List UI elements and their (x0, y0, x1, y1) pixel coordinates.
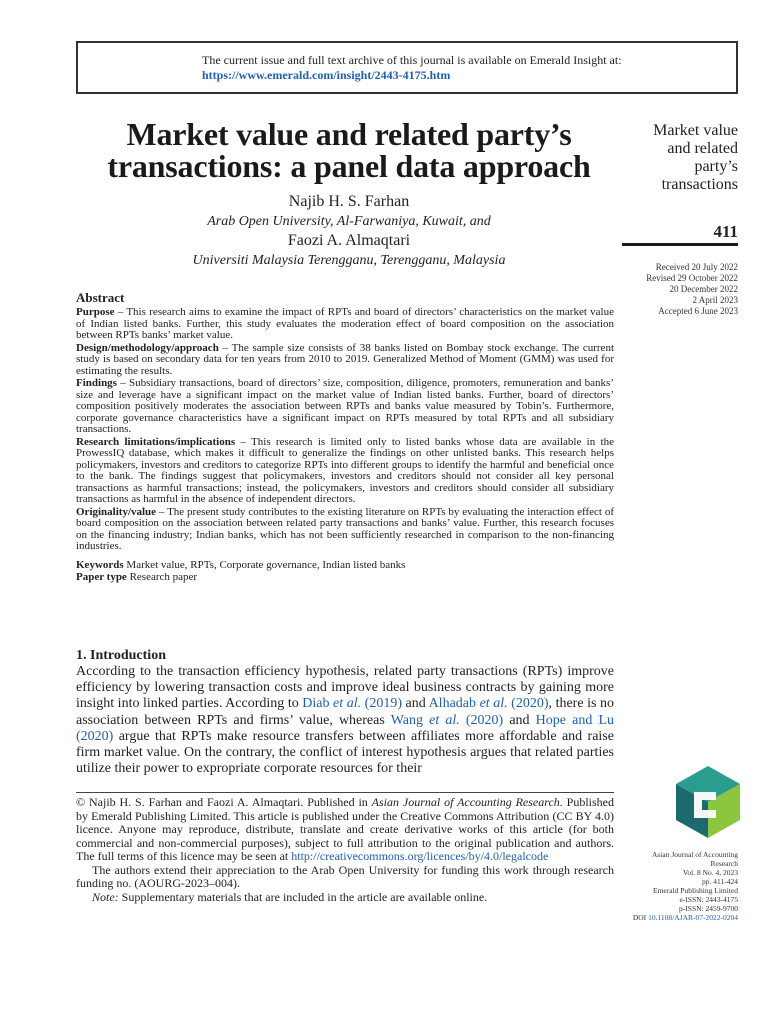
citation-hope-lu-2020[interactable]: Hope and Lu (2020) (76, 712, 615, 744)
abstract-purpose-text: – This research aims to examine the impact of RPTs and board of directors’ characteristics on the market value of Indian listed banks. Further, this study evaluates the moderation effect of board composition on the association between RPTs banks’ market value. (76, 306, 614, 341)
journal-info-line: Research (710, 859, 738, 868)
paper-type-text: Research paper (126, 571, 198, 583)
date-received: Received 20 July 2022 (655, 262, 738, 272)
journal-archive-link[interactable]: https://www.emerald.com/insight/2443-4175.htm (202, 68, 451, 82)
supplementary-note (76, 891, 614, 905)
running-title-line: transactions (661, 176, 738, 193)
article-title-line-1: Market value and related party’s (126, 116, 572, 152)
abstract-findings-label: Findings (76, 377, 117, 389)
doi-link[interactable]: 10.1108/AJAR-07-2022-0204 (648, 913, 738, 922)
citation-etal: et al. (333, 696, 362, 712)
journal-citation-info (618, 850, 738, 922)
journal-info-line: e-ISSN: 2443-4175 (679, 895, 738, 904)
copyright-notice (76, 796, 614, 864)
date-accepted: Accepted 6 June 2023 (658, 306, 738, 316)
copyright-text: © Najib H. S. Farhan and Faozi A. Almaqtari. Published in (76, 795, 372, 809)
citation-year: (2019) (361, 696, 402, 712)
running-title-line: and related (667, 140, 738, 157)
note-label: Note: (92, 889, 119, 904)
journal-name: Asian Journal of Accounting Research (371, 795, 560, 809)
note-text: Supplementary materials that are included in the article are available online. (118, 889, 488, 904)
paper-type-label: Paper type (76, 571, 127, 583)
date-revised: 2 April 2023 (692, 295, 738, 305)
intro-text: and (402, 696, 429, 712)
intro-text: According to the transaction efficiency hypothesis, related party transactions (RPTs) improve efficiency by lowering transaction costs and improve ideal business contracts by gaining more insight into linked parties. According to (76, 664, 614, 712)
submission-dates (618, 262, 738, 317)
journal-info-line: pp. 411-424 (702, 877, 738, 886)
citation-wang-2020[interactable] (391, 713, 504, 728)
date-revised: 20 December 2022 (669, 284, 738, 294)
citation-alhadab-2020[interactable] (429, 696, 549, 711)
paper-type (76, 572, 614, 584)
archive-notice-line: The current issue and full text archive of this journal is available on Emerald Insight at: (202, 53, 622, 67)
introduction-section (76, 648, 614, 777)
author-name-2: Faozi A. Almaqtari (287, 232, 411, 249)
abstract-originality (76, 507, 614, 553)
abstract-purpose (76, 307, 614, 342)
licence-text: . Published by Emerald Publishing Limited. This article is published under the Creative Commons Attribution (CC BY 4.0) licence. Anyone may reproduce, distribute, translate and create derivative works of this article (for both commercial and non-commercial purposes), subject to full attribution to the original publication and authors. The full terms of this licence may be seen at (76, 795, 615, 863)
abstract-purpose-label: Purpose (76, 306, 115, 318)
abstract-limitations-text: – This research is limited only to listed banks whose data are available in the ProwessIQ database, which makes it difficult to generalize the findings on other unlisted banks. This research helps policymakers, investors and creditors to categorize RPTs into different groups to identify the harmful and beneficial once to the bank. The findings suggest that policymakers, investors and creditors should not consider all key personal transactions as harmful transactions; instead, the policymakers, investors and creditors should consider all subsidiary transactions as harmful in the absence of independent directors. (76, 435, 614, 505)
abstract-originality-text: – The present study contributes to the existing literature on RPTs by evaluating the interaction effect of board composition on the association between related party transactions and banks’ value. Further, this research focuses on the financing industry; Indian banks, which has not been sufficiently researched in comparison to the non-financing industries. (76, 505, 614, 552)
abstract-design-text: – The sample size consists of 38 banks listed on Bombay stock exchange. The current study is based on secondary data for ten years from 2010 to 2019. Generalized Method of Moment (GMM) was used for estimating the results. (76, 341, 614, 377)
running-title (618, 122, 738, 194)
keywords (76, 560, 614, 572)
citation-year: (2020) (507, 696, 549, 712)
journal-info-line: Emerald Publishing Limited (653, 886, 738, 895)
citation-diab-2019[interactable] (302, 696, 402, 711)
doi-line (618, 913, 738, 922)
abstract-findings (76, 378, 614, 436)
author-affiliation-1: Arab Open University, Al-Farwaniya, Kuwait, and (207, 214, 491, 229)
abstract-section (76, 290, 614, 585)
citation-author: Wang (390, 712, 430, 728)
page-number: 411 (713, 222, 738, 241)
running-title-line: Market value (653, 122, 738, 139)
date-revised: Revised 29 October 2022 (646, 273, 738, 283)
abstract-design-label: Design/methodology/approach (76, 341, 219, 354)
article-title-line-2: transactions: a panel data approach (107, 148, 591, 184)
intro-text: , there is no association between RPTs and firms’ value, whereas (76, 696, 615, 728)
author-name-1: Najib H. S. Farhan (288, 193, 410, 210)
article-title (76, 118, 622, 182)
emerald-publishing-logo-icon (676, 766, 740, 838)
running-title-line: party’s (694, 158, 738, 175)
doi-label: DOI (632, 913, 647, 922)
emerald-logo-graphic (676, 766, 740, 838)
citation-author: Alhadab (428, 696, 480, 712)
citation-etal: et al. (479, 696, 508, 712)
abstract-design (76, 343, 614, 378)
abstract-originality-label: Originality/value (76, 505, 157, 518)
abstract-heading: Abstract (76, 290, 125, 305)
footnote-divider (76, 792, 614, 793)
abstract-findings-text: – Subsidiary transactions, board of directors’ size, composition, diligence, promoters, remuneration and banks’ size and leverage have a significant impact on the market value of Indian listed banks. Further, board of directors’ composition positively moderates the association between RPTs and banks value measured by Tobin’s. Furthermore, corporate governance characteristics have a significant impact on RPTs measured by total RPTs and all subsidiary transactions. (76, 377, 614, 435)
journal-info-line: p-ISSN: 2459-9700 (679, 904, 738, 913)
licence-link[interactable]: http://creativecommons.org/licences/by/4.0/legalcode (291, 849, 549, 863)
keywords-label: Keywords (76, 558, 124, 571)
intro-text: and (503, 712, 536, 728)
journal-info-line: Vol. 8 No. 4, 2023 (682, 868, 738, 877)
archive-notice-box (76, 41, 738, 94)
keywords-text: Market value, RPTs, Corporate governance, Indian listed banks (123, 558, 406, 571)
footnotes (76, 796, 614, 904)
intro-text: argue that RPTs make resource transfers between affiliates more affordable and raise firm market value. On the contrary, the conflict of interest hypothesis argues that related parties utilize their power to expropriate corporate resources for their (76, 728, 614, 777)
author-affiliation-2: Universiti Malaysia Terengganu, Terengganu, Malaysia (192, 253, 506, 268)
abstract-limitations (76, 437, 614, 506)
abstract-limitations-label: Research limitations/implications (76, 435, 236, 448)
introduction-heading: 1. Introduction (76, 648, 166, 663)
citation-author: Diab (302, 696, 334, 712)
introduction-paragraph (76, 664, 614, 777)
journal-info-line: Asian Journal of Accounting (651, 850, 738, 859)
archive-notice-text (202, 53, 622, 83)
citation-etal: et al. (429, 712, 460, 728)
page-number-rule (622, 243, 738, 246)
citation-year: (2020) (459, 712, 504, 728)
funding-acknowledgement: The authors extend their appreciation to the Arab Open University for funding this work through research funding no. (AOURG-2023–004). (76, 862, 614, 890)
